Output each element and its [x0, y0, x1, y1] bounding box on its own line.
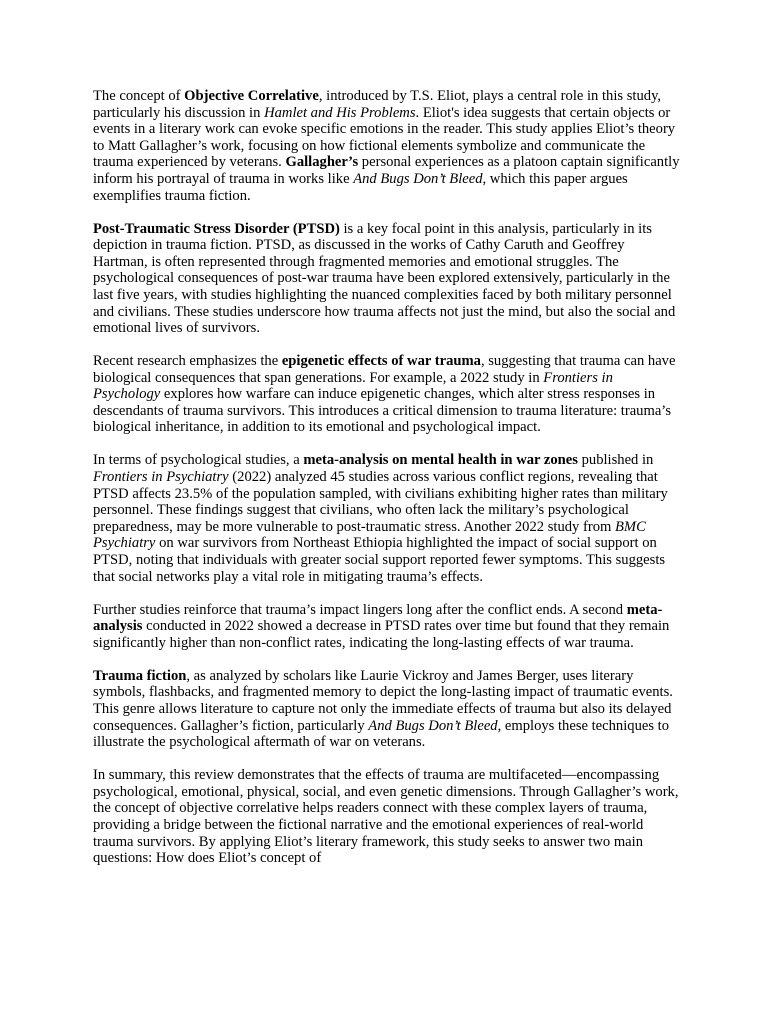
- paragraph-further-studies: [93, 602, 681, 652]
- bold-term: meta-analysis on mental health in war zones: [303, 452, 578, 469]
- text-run: , which this paper argues exemplifies trauma fiction.: [93, 170, 628, 204]
- bold-term: Gallagher’s: [285, 154, 359, 171]
- bold-term: Trauma fiction: [93, 667, 187, 684]
- italic-title: Frontiers in Psychology: [93, 369, 613, 403]
- text-run: The concept of: [93, 88, 185, 104]
- text-run: published in: [577, 452, 654, 469]
- text-run: , introduced by T.S. Eliot, plays a central role in this study, particularly his discussion in: [93, 88, 662, 121]
- paragraph-objective-correlative: [93, 88, 681, 204]
- text-run: conducted in 2022 showed a decrease in PTSD rates over time but found that they remain significantly higher than non-conflict rates, indicating the long-lasting effects of war trauma.: [93, 618, 670, 651]
- italic-title: And Bugs Don’t Bleed: [353, 170, 483, 187]
- text-run: explores how warfare can induce epigenetic changes, which alter stress responses in descendants of trauma survivors. This introduces a critical dimension to trauma literature: trauma’s biological inheritance, in addition to its emotional and psychological impact.: [93, 386, 672, 436]
- paragraph-ptsd: [93, 221, 681, 337]
- paragraph-meta-analysis-war-zones: [93, 452, 681, 585]
- text-run: In terms of psychological studies, a: [93, 452, 304, 469]
- text-run: , as analyzed by scholars like Laurie Vickroy and James Berger, uses literary symbols, flashbacks, and fragmented memory to depict the long-lasting impact of traumatic events. This genre allows literature to capture not only the immediate effects of trauma but also its delayed consequences. Gallagher’s fiction, particularly: [93, 667, 673, 734]
- bold-term: Objective Correlative: [184, 88, 319, 104]
- text-run: . Eliot's idea suggests that certain objects or events in a literary work can evoke specific emotions in the reader. This study applies Eliot’s theory to Matt Gallagher’s work, focusing on how fictional elements symbolize and communicate the trauma experienced by veterans.: [93, 104, 676, 171]
- bold-term: Post-Traumatic Stress Disorder (PTSD): [93, 220, 340, 237]
- bold-term: epigenetic effects of war trauma: [281, 353, 481, 370]
- text-run: personal experiences as a platoon captain significantly inform his portrayal of trauma in works like: [93, 154, 680, 187]
- paragraph-trauma-fiction: [93, 668, 681, 751]
- paragraph-epigenetic-effects: [93, 353, 681, 436]
- text-run: , employs these techniques to illustrate the psychological aftermath of war on veterans.: [93, 717, 670, 751]
- text-run: In summary, this review demonstrates that the effects of trauma are multifaceted—encompassing psychological, emotional, physical, social, and even genetic dimensions. Through Gallagher’s work, the concept of objective correlative helps readers connect with these complex layers of trauma, providing a bridge between the fictional narrative and the emotional experiences of real-world trauma survivors. By applying Eliot’s literary framework, this study seeks to answer two main questions: How does Eliot’s concept of: [93, 767, 679, 867]
- italic-title: Frontiers in Psychiatry: [93, 469, 229, 486]
- italic-title: Hamlet and His Problems: [264, 104, 416, 121]
- italic-title: BMC Psychiatry: [93, 518, 646, 552]
- document-page: [93, 88, 681, 883]
- italic-title: And Bugs Don’t Bleed: [368, 717, 498, 734]
- text-run: Recent research emphasizes the: [93, 353, 282, 370]
- text-run: , suggesting that trauma can have biological consequences that span generations. For example, a 2022 study in: [93, 353, 676, 386]
- paragraph-summary: [93, 767, 681, 867]
- text-run: (2022) analyzed 45 studies across various conflict regions, revealing that PTSD affects 23.5% of the population sampled, with civilians exhibiting higher rates than military personnel. These findings suggest that civilians, who often lack the military’s psychological preparedness, may be more vulnerable to post-traumatic stress. Another 2022 study from: [93, 469, 668, 535]
- bold-term: meta-analysis: [93, 601, 663, 635]
- text-run: Further studies reinforce that trauma’s impact lingers long after the conflict ends. A second: [93, 601, 627, 618]
- text-run: is a key focal point in this analysis, particularly in its depiction in trauma fiction. PTSD, as discussed in the works of Cathy Caruth and Geoffrey Hartman, is often represented through fragmented memories and emotional struggles. The psychological consequences of post-war trauma have been explored extensively, particularly in the last five years, with studies highlighting the nuanced complexities faced by both military personnel and civilians. These studies underscore how trauma affects not just the mind, but also the social and emotional lives of survivors.: [93, 220, 676, 337]
- text-run: on war survivors from Northeast Ethiopia highlighted the impact of social support on PTSD, noting that individuals with greater social support reported fewer symptoms. This suggests that social networks play a vital role in mitigating trauma’s effects.: [93, 535, 666, 585]
